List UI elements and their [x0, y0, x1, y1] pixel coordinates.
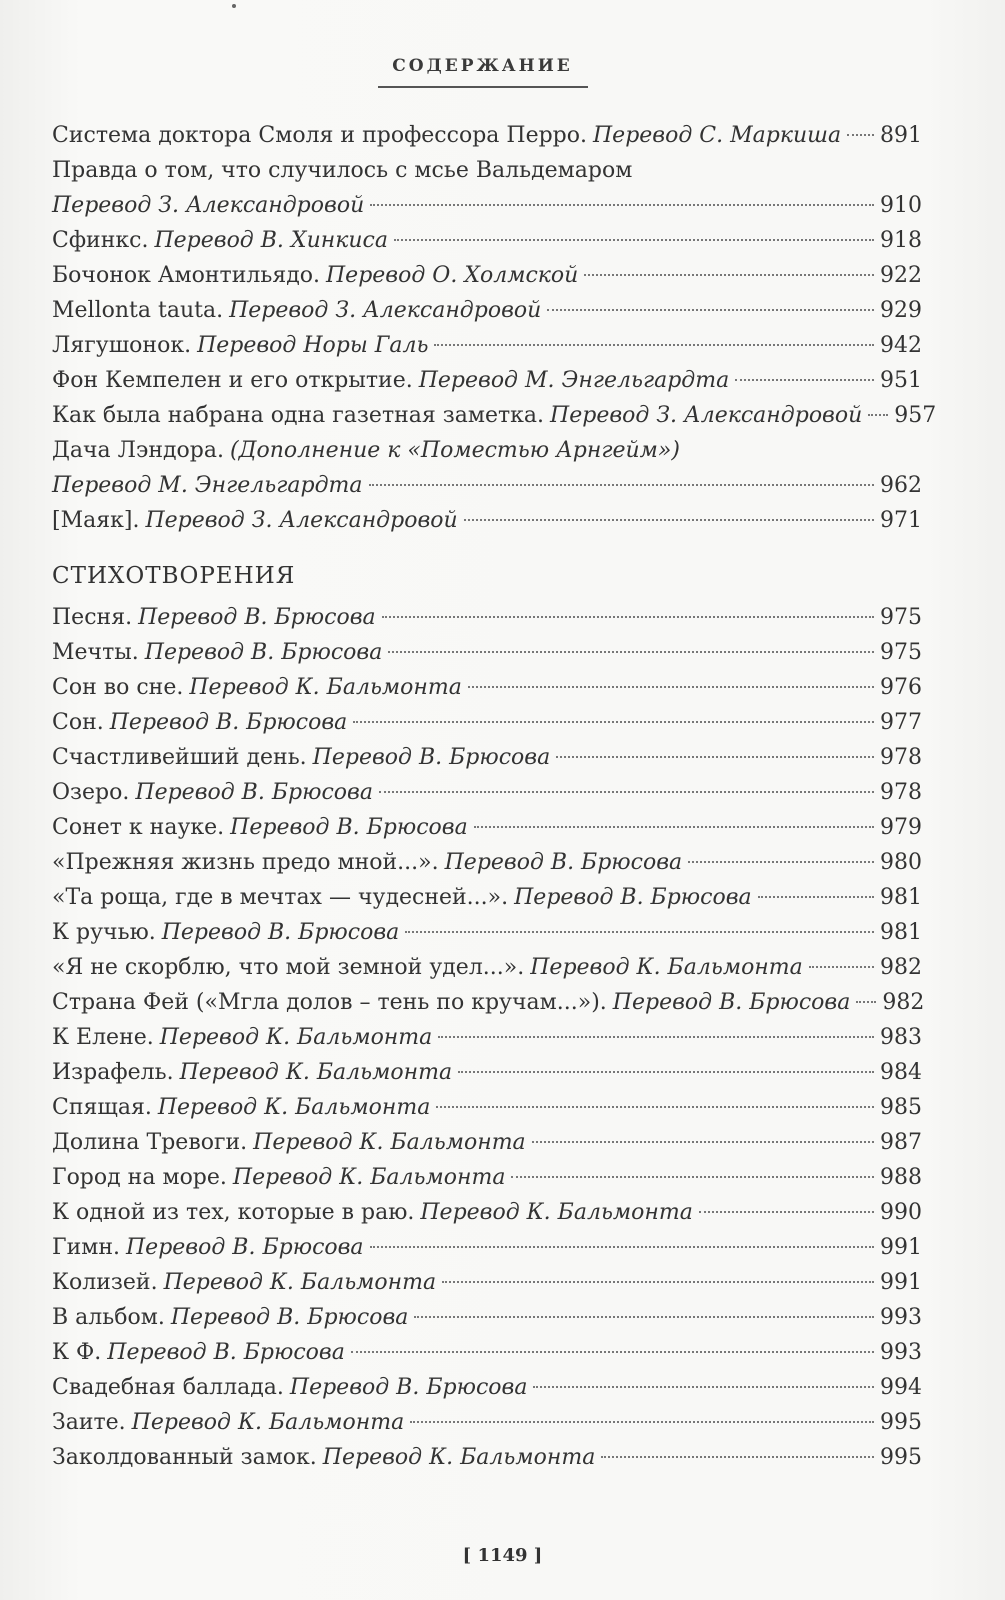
entry-translator: Перевод К. Бальмонта	[157, 1095, 431, 1120]
dot-leader	[434, 344, 874, 346]
entry-title: Город на море.	[52, 1165, 227, 1190]
entry-translator: Перевод К. Бальмонта	[179, 1060, 453, 1085]
entry-translator: Перевод В. Брюсова	[135, 780, 373, 805]
toc-entry	[52, 468, 922, 503]
dot-leader	[511, 1176, 874, 1178]
toc-entry	[52, 293, 922, 328]
toc-entry	[52, 398, 937, 433]
entry-title: К одной из тех, которые в раю.	[52, 1200, 415, 1225]
entry-page-number: 978	[880, 780, 922, 805]
entry-page-number: 981	[880, 885, 922, 910]
dot-leader	[735, 379, 874, 381]
entry-page-number: 977	[880, 710, 922, 735]
entry-translator: Перевод В. Брюсова	[109, 710, 348, 735]
entry-translator: Перевод В. Брюсова	[107, 1340, 345, 1365]
entry-page-number: 975	[880, 640, 922, 665]
entry-title: Сон во сне.	[52, 675, 184, 700]
entry-page-number: 979	[880, 815, 922, 840]
dot-leader	[458, 1071, 874, 1073]
toc-entry	[52, 845, 922, 880]
entry-page-number: 910	[880, 193, 922, 218]
entry-translator: Перевод К. Бальмонта	[253, 1130, 526, 1155]
page-header	[0, 56, 965, 88]
entry-page-number: 985	[880, 1095, 922, 1120]
entry-title: «Я не скорблю, что мой земной удел...».	[52, 955, 525, 980]
entry-page-number: 918	[880, 228, 922, 253]
entry-page-number: 942	[880, 333, 922, 358]
dot-leader	[405, 931, 874, 933]
page-number: [ 1149 ]	[462, 1545, 543, 1566]
dot-leader	[584, 274, 874, 276]
entry-title: Озеро.	[52, 780, 130, 805]
entry-translator: Перевод В. Брюсова	[126, 1235, 364, 1260]
entry-title: Mellonta tauta.	[52, 298, 224, 323]
entry-translator: Перевод К. Бальмонта	[131, 1410, 405, 1435]
toc-entry	[52, 1160, 922, 1195]
entry-title: Правда о том, что случилось с мсье Вальдемаром	[52, 158, 633, 183]
entry-page-number: 982	[880, 955, 922, 980]
dot-leader	[758, 896, 874, 898]
entry-translator: Перевод М. Энгельгардта	[418, 368, 730, 393]
entry-title: [Маяк].	[52, 508, 140, 533]
section-heading-poems: СТИХОТВОРЕНИЯ	[52, 563, 296, 589]
entry-translator: Перевод В. Брюсова	[444, 850, 683, 875]
toc-entry	[52, 1055, 922, 1090]
toc-entry	[52, 635, 922, 670]
dot-leader	[868, 414, 888, 416]
entry-title: Израфель.	[52, 1060, 174, 1085]
entry-title: Колизей.	[52, 1270, 158, 1295]
entry-title: К Елене.	[52, 1025, 154, 1050]
toc-entry	[52, 118, 922, 153]
entry-page-number: 990	[880, 1200, 922, 1225]
entry-title: Гимн.	[52, 1235, 120, 1260]
dot-leader	[688, 861, 874, 863]
title-underline	[378, 86, 588, 88]
dot-leader	[856, 1001, 876, 1003]
entry-translator: Перевод К. Бальмонта	[420, 1200, 693, 1225]
page-title: СОДЕРЖАНИЕ	[392, 56, 573, 76]
toc-entry	[52, 1020, 922, 1055]
entry-translator: Перевод О. Холмской	[326, 263, 579, 288]
toc-entry	[52, 1370, 922, 1405]
dot-leader	[388, 651, 874, 653]
toc-entry	[52, 1300, 922, 1335]
entry-translator: Перевод Норы Галь	[197, 333, 429, 358]
entry-translator: Перевод В. Брюсова	[144, 640, 383, 665]
toc-entry	[52, 740, 922, 775]
entry-translator: Перевод К. Бальмонта	[232, 1165, 506, 1190]
poem-entries-list	[52, 600, 925, 1475]
entry-page-number: 994	[880, 1375, 922, 1400]
toc-entry	[52, 328, 922, 363]
print-speck	[232, 4, 236, 8]
toc-entry	[52, 600, 922, 635]
entry-page-number: 929	[880, 298, 922, 323]
entry-translator: Перевод В. Брюсова	[161, 920, 400, 945]
toc-entry	[52, 950, 922, 985]
entry-title: Сфинкс.	[52, 228, 149, 253]
toc-entry	[52, 258, 922, 293]
toc-entry	[52, 880, 922, 915]
toc-entry	[52, 810, 922, 845]
entry-translator: Перевод В. Брюсова	[170, 1305, 409, 1330]
entry-page-number: 976	[880, 675, 922, 700]
entry-page-number: 988	[880, 1165, 922, 1190]
entry-title: К Ф.	[52, 1340, 102, 1365]
table-of-contents	[52, 118, 937, 1475]
entry-title: «Та роща, где в мечтах — чудесней...».	[52, 885, 509, 910]
entry-title: Песня.	[52, 605, 133, 630]
entry-translator: Перевод З. Александровой	[229, 298, 542, 323]
entry-translator: Перевод С. Маркиша	[593, 123, 842, 148]
dot-leader	[436, 1106, 874, 1108]
entry-translator: Перевод В. Брюсова	[514, 885, 752, 910]
entry-title: Долина Тревоги.	[52, 1130, 248, 1155]
entry-title: Сон.	[52, 710, 104, 735]
entry-page-number: 981	[880, 920, 922, 945]
entry-page-number: 984	[880, 1060, 922, 1085]
entry-translator: Перевод К. Бальмонта	[322, 1445, 596, 1470]
entry-page-number: 957	[894, 403, 937, 428]
toc-entry	[52, 153, 922, 188]
toc-entry	[52, 433, 922, 468]
toc-entry	[52, 1440, 922, 1475]
toc-entry	[52, 775, 922, 810]
toc-entry	[52, 363, 922, 398]
dot-leader	[556, 756, 874, 758]
entry-translator: Перевод З. Александровой	[52, 193, 365, 218]
toc-entry	[52, 915, 922, 950]
entry-page-number: 982	[882, 990, 925, 1015]
dot-leader	[464, 519, 874, 521]
entry-page-number: 922	[880, 263, 922, 288]
entry-translator: Перевод З. Александровой	[550, 403, 863, 428]
entry-page-number: 993	[880, 1340, 922, 1365]
dot-leader	[410, 1421, 874, 1423]
dot-leader	[699, 1211, 874, 1213]
toc-entry	[52, 1335, 922, 1370]
toc-entry	[52, 188, 922, 223]
toc-entry	[52, 1230, 922, 1265]
entry-page-number: 971	[880, 508, 922, 533]
entry-title: Сонет к науке.	[52, 815, 225, 840]
entry-title: Заколдованный замок.	[52, 1445, 317, 1470]
dot-leader	[370, 204, 874, 206]
entry-title: Бочонок Амонтильядо.	[52, 263, 320, 288]
entry-translator: Перевод В. Брюсова	[138, 605, 376, 630]
toc-entry	[52, 1125, 922, 1160]
dot-leader	[382, 616, 874, 618]
toc-entry	[52, 503, 922, 538]
dot-leader	[847, 134, 874, 136]
entry-page-number: 951	[880, 368, 922, 393]
prose-entries-list	[52, 118, 937, 538]
entry-page-number: 991	[880, 1270, 922, 1295]
toc-entry	[52, 705, 922, 740]
dot-leader	[438, 1036, 874, 1038]
entry-title: Страна Фей («Мгла долов – тень по кручам...»).	[52, 990, 607, 1015]
entry-title: Счастливейший день.	[52, 745, 307, 770]
entry-page-number: 993	[880, 1305, 922, 1330]
toc-entry	[52, 670, 922, 705]
entry-translator: (Дополнение к «Поместью Арнгейм»)	[229, 438, 680, 463]
dot-leader	[370, 1246, 874, 1248]
dot-leader	[379, 791, 874, 793]
entry-title: «Прежняя жизнь предо мной...».	[52, 850, 439, 875]
entry-page-number: 978	[880, 745, 922, 770]
toc-entry	[52, 1195, 922, 1230]
dot-leader	[414, 1316, 874, 1318]
entry-title: Лягушонок.	[52, 333, 192, 358]
entry-translator: Перевод В. Брюсова	[289, 1375, 528, 1400]
entry-title: В альбом.	[52, 1305, 165, 1330]
entry-translator: Перевод В. Брюсова	[230, 815, 468, 840]
dot-leader	[533, 1386, 874, 1388]
dot-leader	[601, 1456, 874, 1458]
entry-title: Мечты.	[52, 640, 139, 665]
entry-page-number: 891	[880, 123, 922, 148]
dot-leader	[468, 686, 874, 688]
entry-translator: Перевод К. Бальмонта	[530, 955, 803, 980]
dot-leader	[369, 484, 875, 486]
entry-translator: Перевод В. Брюсова	[612, 990, 851, 1015]
dot-leader	[353, 721, 874, 723]
entry-title: Фон Кемпелен и его открытие.	[52, 368, 413, 393]
entry-translator: Перевод В. Брюсова	[312, 745, 551, 770]
entry-page-number: 962	[880, 473, 922, 498]
entry-page-number: 995	[880, 1445, 922, 1470]
entry-title: Свадебная баллада.	[52, 1375, 284, 1400]
dot-leader	[809, 966, 874, 968]
entry-translator: Перевод К. Бальмонта	[163, 1270, 437, 1295]
toc-entry	[52, 1090, 922, 1125]
entry-page-number: 991	[880, 1235, 922, 1260]
toc-entry	[52, 1405, 922, 1440]
dot-leader	[351, 1351, 874, 1353]
dot-leader	[547, 309, 874, 311]
dot-leader	[442, 1281, 874, 1283]
entry-translator: Перевод З. Александровой	[145, 508, 458, 533]
entry-title: Система доктора Смоля и профессора Перро.	[52, 123, 587, 148]
dot-leader	[532, 1141, 874, 1143]
entry-translator: Перевод К. Бальмонта	[159, 1025, 433, 1050]
entry-title: К ручью.	[52, 920, 156, 945]
entry-page-number: 987	[880, 1130, 922, 1155]
entry-title: Заите.	[52, 1410, 126, 1435]
toc-entry	[52, 223, 922, 258]
entry-title: Как была набрана одна газетная заметка.	[52, 403, 545, 428]
toc-entry	[52, 985, 925, 1020]
entry-title: Дача Лэндора.	[52, 438, 224, 463]
entry-translator: Перевод В. Хинкиса	[154, 228, 388, 253]
dot-leader	[394, 239, 874, 241]
entry-translator: Перевод К. Бальмонта	[189, 675, 462, 700]
entry-page-number: 995	[880, 1410, 922, 1435]
toc-entry	[52, 1265, 922, 1300]
entry-page-number: 980	[880, 850, 922, 875]
entry-title: Спящая.	[52, 1095, 152, 1120]
entry-page-number: 983	[880, 1025, 922, 1050]
entry-translator: Перевод М. Энгельгардта	[52, 473, 363, 498]
dot-leader	[474, 826, 874, 828]
entry-page-number: 975	[880, 605, 922, 630]
